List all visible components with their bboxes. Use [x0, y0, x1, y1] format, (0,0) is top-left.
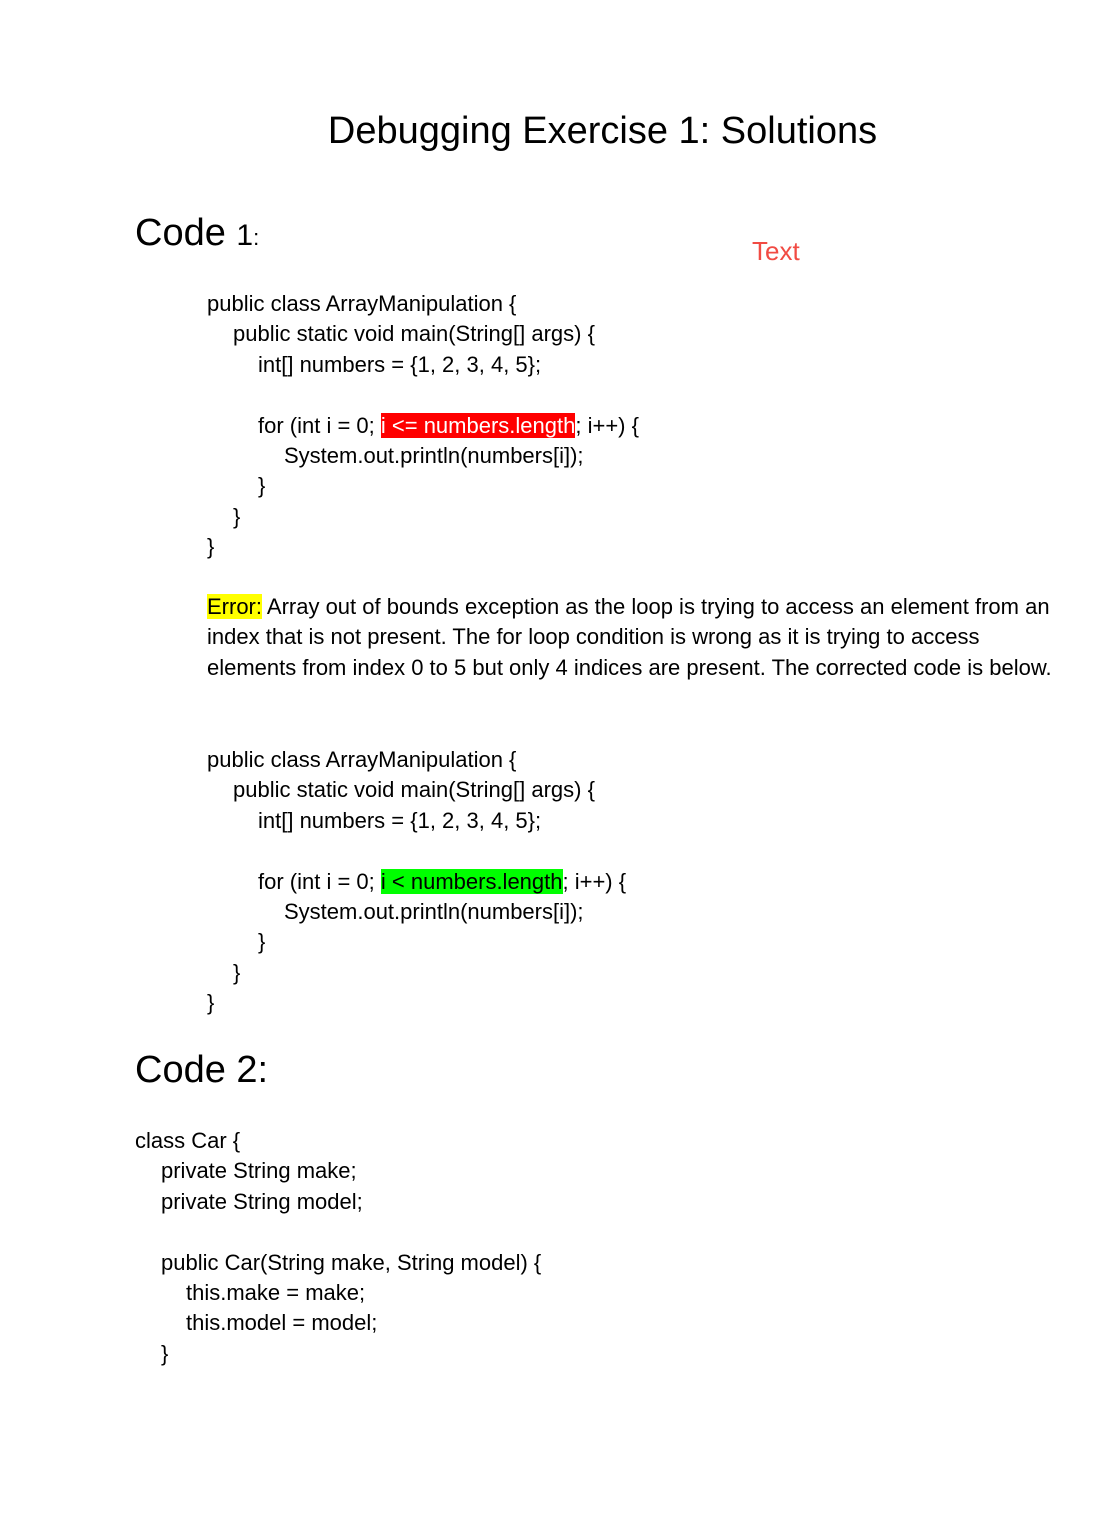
- code1-heading: [135, 210, 259, 261]
- error-label: Error:: [207, 594, 262, 619]
- code-line: int[] numbers = {1, 2, 3, 4, 5};: [258, 807, 542, 833]
- code-line: public class ArrayManipulation {: [207, 291, 517, 316]
- code2-heading: Code 2:: [135, 1049, 269, 1091]
- code-line: }: [233, 503, 241, 529]
- code-line: int[] numbers = {1, 2, 3, 4, 5};: [258, 351, 542, 377]
- error-text: Array out of bounds exception as the loop is trying to access an element from an index that is not present. The for loop condition is wrong as it is trying to access elements from index 0 to 5 but only 4 indices are present. The corrected code is below.: [207, 594, 1052, 680]
- blank-line: [207, 380, 639, 410]
- code-line: private String model;: [161, 1188, 363, 1214]
- code-line: }: [207, 534, 215, 560]
- document-title: Debugging Exercise 1: Solutions: [327, 110, 878, 152]
- code2-block: [135, 1126, 541, 1369]
- code1-heading-word: Code: [135, 212, 226, 254]
- code-line: this.model = model;: [186, 1310, 378, 1336]
- code-line: public static void main(String[] args) {: [233, 321, 595, 347]
- blank-line: [207, 836, 626, 866]
- error-highlight: i <= numbers.length: [380, 412, 576, 438]
- code-line: }: [258, 929, 266, 955]
- code-line: }: [258, 473, 266, 499]
- code1-heading-number: 1: [236, 219, 254, 252]
- code-line-loop: [207, 411, 639, 441]
- code-line: public static void main(String[] args) {: [233, 777, 595, 803]
- code-line: class Car {: [135, 1128, 241, 1153]
- code-line: public class ArrayManipulation {: [207, 747, 517, 772]
- loop-suffix: ; i++) {: [575, 412, 639, 438]
- loop-suffix: ; i++) {: [562, 868, 627, 894]
- code-line: }: [233, 959, 241, 985]
- code-line: public Car(String make, String model) {: [161, 1249, 542, 1275]
- floating-text-label: Text: [752, 236, 800, 266]
- code1-heading-colon: :: [253, 225, 260, 250]
- code-line: System.out.println(numbers[i]);: [284, 898, 584, 924]
- error-explanation: [207, 592, 1067, 683]
- code1-buggy-block: [207, 289, 639, 563]
- code-line: }: [161, 1340, 169, 1366]
- code-line-loop: [207, 867, 626, 897]
- code-line: private String make;: [161, 1158, 357, 1184]
- code-line: this.make = make;: [186, 1279, 366, 1305]
- loop-prefix: for (int i = 0;: [258, 868, 381, 894]
- code1-fixed-block: [207, 745, 626, 1019]
- code-line: }: [207, 990, 215, 1016]
- loop-prefix: for (int i = 0;: [258, 412, 381, 438]
- fix-highlight: i < numbers.length: [380, 868, 563, 894]
- code-line: System.out.println(numbers[i]);: [284, 442, 584, 468]
- blank-line: [135, 1217, 541, 1247]
